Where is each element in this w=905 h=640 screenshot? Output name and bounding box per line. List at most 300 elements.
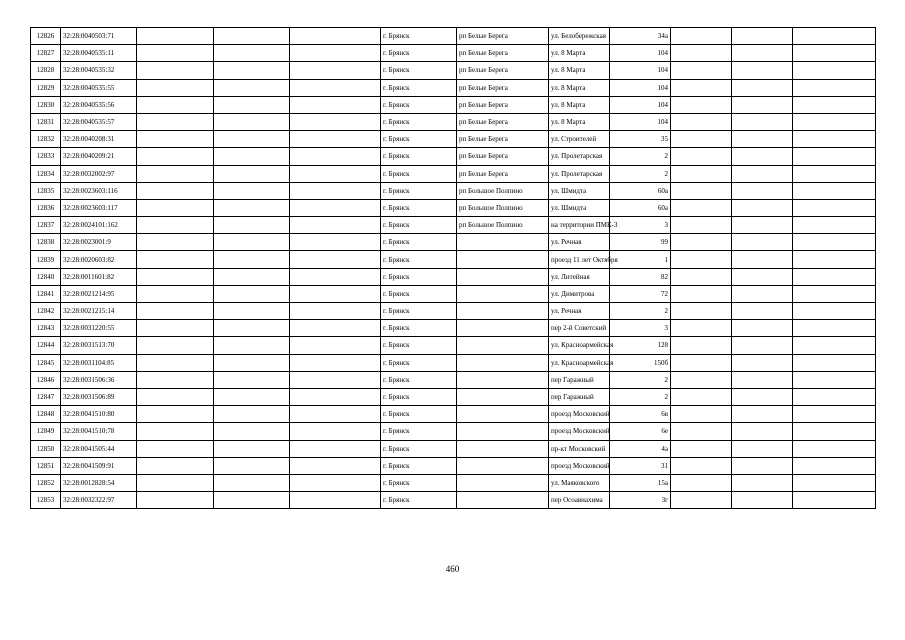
table-row — [31, 285, 876, 302]
settlement-cell — [457, 251, 549, 268]
empty-cell — [290, 45, 381, 62]
empty-cell — [732, 234, 793, 251]
empty-cell — [137, 251, 214, 268]
empty-cell — [137, 113, 214, 130]
empty-cell — [732, 96, 793, 113]
settlement-cell: рп Белые Берега — [457, 79, 549, 96]
settlement-cell — [457, 474, 549, 491]
row-number-cell: 12851 — [31, 457, 61, 474]
empty-cell — [290, 96, 381, 113]
settlement-cell: рп Большое Полпино — [457, 182, 549, 199]
street-cell: ул. 8 Марта — [549, 62, 610, 79]
empty-cell — [137, 303, 214, 320]
house-number-cell: 99 — [610, 234, 671, 251]
empty-cell — [290, 113, 381, 130]
empty-cell — [732, 79, 793, 96]
street-cell: пер Гаражный — [549, 371, 610, 388]
row-number-cell: 12829 — [31, 79, 61, 96]
house-number-cell: 104 — [610, 62, 671, 79]
row-number-cell: 12843 — [31, 320, 61, 337]
table-row — [31, 28, 876, 45]
empty-cell — [793, 423, 876, 440]
row-number-cell: 12853 — [31, 492, 61, 509]
cadastral-number-cell: 32:28:0040208:31 — [61, 131, 137, 148]
empty-cell — [793, 440, 876, 457]
empty-cell — [214, 354, 290, 371]
city-cell: г. Брянск — [381, 354, 457, 371]
empty-cell — [732, 62, 793, 79]
empty-cell — [214, 320, 290, 337]
empty-cell — [137, 337, 214, 354]
empty-cell — [214, 492, 290, 509]
cadastral-number-cell: 32:28:0021214:95 — [61, 285, 137, 302]
empty-cell — [732, 165, 793, 182]
empty-cell — [732, 131, 793, 148]
settlement-cell — [457, 406, 549, 423]
empty-cell — [214, 268, 290, 285]
empty-cell — [732, 492, 793, 509]
empty-cell — [793, 268, 876, 285]
settlement-cell — [457, 388, 549, 405]
settlement-cell — [457, 234, 549, 251]
city-cell: г. Брянск — [381, 285, 457, 302]
settlement-cell — [457, 457, 549, 474]
street-cell: ул. Шмидта — [549, 182, 610, 199]
empty-cell — [732, 423, 793, 440]
empty-cell — [214, 474, 290, 491]
house-number-cell: 34а — [610, 28, 671, 45]
cadastral-number-cell: 32:28:0040209:21 — [61, 148, 137, 165]
empty-cell — [671, 62, 732, 79]
empty-cell — [793, 371, 876, 388]
row-number-cell: 12831 — [31, 113, 61, 130]
city-cell: г. Брянск — [381, 234, 457, 251]
cadastral-number-cell: 32:28:0040535:32 — [61, 62, 137, 79]
empty-cell — [793, 234, 876, 251]
empty-cell — [290, 268, 381, 285]
empty-cell — [732, 217, 793, 234]
table-row — [31, 371, 876, 388]
table-row — [31, 492, 876, 509]
empty-cell — [793, 28, 876, 45]
empty-cell — [793, 457, 876, 474]
street-cell: на территории ПМК-3 — [549, 217, 610, 234]
empty-cell — [214, 96, 290, 113]
house-number-cell: 31 — [610, 457, 671, 474]
empty-cell — [214, 199, 290, 216]
empty-cell — [671, 45, 732, 62]
empty-cell — [137, 96, 214, 113]
city-cell: г. Брянск — [381, 457, 457, 474]
cadastral-number-cell: 32:28:0040503:71 — [61, 28, 137, 45]
row-number-cell: 12852 — [31, 474, 61, 491]
empty-cell — [137, 457, 214, 474]
street-cell: ул. 8 Марта — [549, 113, 610, 130]
city-cell: г. Брянск — [381, 113, 457, 130]
empty-cell — [793, 320, 876, 337]
empty-cell — [671, 251, 732, 268]
row-number-cell: 12834 — [31, 165, 61, 182]
empty-cell — [137, 234, 214, 251]
empty-cell — [671, 28, 732, 45]
row-number-cell: 12827 — [31, 45, 61, 62]
empty-cell — [290, 388, 381, 405]
empty-cell — [732, 199, 793, 216]
street-cell: проезд Московский — [549, 457, 610, 474]
house-number-cell: 3г — [610, 492, 671, 509]
empty-cell — [671, 303, 732, 320]
street-cell: проезд Московский — [549, 423, 610, 440]
empty-cell — [732, 406, 793, 423]
settlement-cell: рп Белые Берега — [457, 131, 549, 148]
empty-cell — [671, 371, 732, 388]
settlement-cell: рп Белые Берега — [457, 148, 549, 165]
row-number-cell: 12848 — [31, 406, 61, 423]
row-number-cell: 12826 — [31, 28, 61, 45]
table-row — [31, 251, 876, 268]
house-number-cell: 6е — [610, 423, 671, 440]
table-row — [31, 320, 876, 337]
empty-cell — [290, 251, 381, 268]
empty-cell — [671, 131, 732, 148]
empty-cell — [671, 217, 732, 234]
empty-cell — [137, 371, 214, 388]
row-number-cell: 12847 — [31, 388, 61, 405]
empty-cell — [290, 337, 381, 354]
empty-cell — [732, 457, 793, 474]
empty-cell — [214, 337, 290, 354]
street-cell: ул. Димитрова — [549, 285, 610, 302]
settlement-cell — [457, 423, 549, 440]
table-row — [31, 148, 876, 165]
house-number-cell: 82 — [610, 268, 671, 285]
table-row — [31, 62, 876, 79]
table-row — [31, 388, 876, 405]
street-cell: проезд 11 лет Октября — [549, 251, 610, 268]
city-cell: г. Брянск — [381, 371, 457, 388]
city-cell: г. Брянск — [381, 251, 457, 268]
empty-cell — [732, 388, 793, 405]
city-cell: г. Брянск — [381, 303, 457, 320]
empty-cell — [290, 234, 381, 251]
cadastral-number-cell: 32:28:0031220:55 — [61, 320, 137, 337]
empty-cell — [671, 388, 732, 405]
empty-cell — [671, 148, 732, 165]
empty-cell — [214, 182, 290, 199]
empty-cell — [137, 492, 214, 509]
row-number-cell: 12832 — [31, 131, 61, 148]
empty-cell — [290, 217, 381, 234]
cadastral-number-cell: 32:28:0041509:91 — [61, 457, 137, 474]
empty-cell — [793, 217, 876, 234]
settlement-cell — [457, 285, 549, 302]
house-number-cell: 1 — [610, 251, 671, 268]
cadastral-number-cell: 32:28:0041505:44 — [61, 440, 137, 457]
empty-cell — [732, 337, 793, 354]
empty-cell — [290, 79, 381, 96]
empty-cell — [793, 45, 876, 62]
empty-cell — [137, 148, 214, 165]
house-number-cell: 15а — [610, 474, 671, 491]
city-cell: г. Брянск — [381, 423, 457, 440]
empty-cell — [671, 406, 732, 423]
table-row — [31, 303, 876, 320]
empty-cell — [671, 285, 732, 302]
row-number-cell: 12830 — [31, 96, 61, 113]
cadastral-number-cell: 32:28:0021215:14 — [61, 303, 137, 320]
house-number-cell: 6в — [610, 406, 671, 423]
empty-cell — [793, 131, 876, 148]
empty-cell — [671, 337, 732, 354]
cadastral-number-cell: 32:28:0031513:70 — [61, 337, 137, 354]
table-row — [31, 337, 876, 354]
cadastral-number-cell: 32:28:0031506:36 — [61, 371, 137, 388]
settlement-cell — [457, 492, 549, 509]
house-number-cell: 104 — [610, 96, 671, 113]
city-cell: г. Брянск — [381, 79, 457, 96]
house-number-cell: 2 — [610, 371, 671, 388]
empty-cell — [793, 354, 876, 371]
empty-cell — [137, 388, 214, 405]
settlement-cell: рп Большое Полпино — [457, 199, 549, 216]
house-number-cell: 72 — [610, 285, 671, 302]
empty-cell — [671, 182, 732, 199]
house-number-cell: 104 — [610, 45, 671, 62]
city-cell: г. Брянск — [381, 96, 457, 113]
house-number-cell: 60а — [610, 199, 671, 216]
registry-table — [30, 27, 876, 509]
empty-cell — [137, 406, 214, 423]
empty-cell — [290, 131, 381, 148]
house-number-cell: 2 — [610, 303, 671, 320]
empty-cell — [137, 131, 214, 148]
city-cell: г. Брянск — [381, 182, 457, 199]
empty-cell — [290, 28, 381, 45]
settlement-cell: рп Большое Полпино — [457, 217, 549, 234]
empty-cell — [290, 354, 381, 371]
row-number-cell: 12840 — [31, 268, 61, 285]
empty-cell — [137, 354, 214, 371]
empty-cell — [671, 354, 732, 371]
empty-cell — [671, 457, 732, 474]
cadastral-number-cell: 32:28:0032002:97 — [61, 165, 137, 182]
cadastral-number-cell: 32:28:0023603:117 — [61, 199, 137, 216]
street-cell: ул. Маяковского — [549, 474, 610, 491]
cadastral-number-cell: 32:28:0023603:116 — [61, 182, 137, 199]
empty-cell — [732, 303, 793, 320]
row-number-cell: 12837 — [31, 217, 61, 234]
house-number-cell: 2 — [610, 165, 671, 182]
empty-cell — [290, 62, 381, 79]
empty-cell — [732, 285, 793, 302]
settlement-cell — [457, 320, 549, 337]
empty-cell — [137, 199, 214, 216]
empty-cell — [137, 217, 214, 234]
empty-cell — [214, 406, 290, 423]
row-number-cell: 12846 — [31, 371, 61, 388]
street-cell: ул. 8 Марта — [549, 96, 610, 113]
street-cell: ул. Речная — [549, 234, 610, 251]
street-cell: ул. Строителей — [549, 131, 610, 148]
table-row — [31, 423, 876, 440]
empty-cell — [290, 371, 381, 388]
row-number-cell: 12845 — [31, 354, 61, 371]
empty-cell — [793, 199, 876, 216]
cadastral-number-cell: 32:28:0032322:97 — [61, 492, 137, 509]
empty-cell — [793, 388, 876, 405]
table-row — [31, 131, 876, 148]
empty-cell — [214, 79, 290, 96]
street-cell: ул. Шмидта — [549, 199, 610, 216]
table-row — [31, 474, 876, 491]
city-cell: г. Брянск — [381, 165, 457, 182]
empty-cell — [671, 79, 732, 96]
empty-cell — [137, 182, 214, 199]
empty-cell — [290, 320, 381, 337]
table-row — [31, 182, 876, 199]
table-row — [31, 165, 876, 182]
empty-cell — [732, 371, 793, 388]
table-row — [31, 268, 876, 285]
street-cell: пер 2-й Советский — [549, 320, 610, 337]
cadastral-number-cell: 32:28:0024101:162 — [61, 217, 137, 234]
empty-cell — [214, 148, 290, 165]
empty-cell — [214, 251, 290, 268]
street-cell: ул. Пролетарская — [549, 165, 610, 182]
empty-cell — [137, 79, 214, 96]
empty-cell — [732, 440, 793, 457]
row-number-cell: 12838 — [31, 234, 61, 251]
city-cell: г. Брянск — [381, 268, 457, 285]
empty-cell — [732, 320, 793, 337]
street-cell: ул. Белобережская — [549, 28, 610, 45]
empty-cell — [732, 474, 793, 491]
empty-cell — [290, 303, 381, 320]
settlement-cell: рп Белые Берега — [457, 113, 549, 130]
table-row — [31, 440, 876, 457]
empty-cell — [137, 423, 214, 440]
street-cell: ул. Красноармейская — [549, 337, 610, 354]
table-row — [31, 45, 876, 62]
empty-cell — [793, 303, 876, 320]
cadastral-number-cell: 32:28:0040535:55 — [61, 79, 137, 96]
table-row — [31, 234, 876, 251]
empty-cell — [214, 440, 290, 457]
row-number-cell: 12849 — [31, 423, 61, 440]
empty-cell — [137, 285, 214, 302]
empty-cell — [290, 423, 381, 440]
empty-cell — [214, 285, 290, 302]
house-number-cell: 3 — [610, 320, 671, 337]
empty-cell — [732, 251, 793, 268]
cadastral-number-cell: 32:28:0031506:89 — [61, 388, 137, 405]
house-number-cell: 128 — [610, 337, 671, 354]
row-number-cell: 12833 — [31, 148, 61, 165]
row-number-cell: 12842 — [31, 303, 61, 320]
empty-cell — [732, 268, 793, 285]
empty-cell — [290, 182, 381, 199]
empty-cell — [290, 165, 381, 182]
empty-cell — [732, 45, 793, 62]
street-cell: ул. Литейная — [549, 268, 610, 285]
empty-cell — [214, 388, 290, 405]
empty-cell — [214, 303, 290, 320]
row-number-cell: 12844 — [31, 337, 61, 354]
house-number-cell: 60а — [610, 182, 671, 199]
empty-cell — [671, 474, 732, 491]
house-number-cell: 150б — [610, 354, 671, 371]
row-number-cell: 12839 — [31, 251, 61, 268]
table-row — [31, 96, 876, 113]
street-cell: ул. Пролетарская — [549, 148, 610, 165]
cadastral-number-cell: 32:28:0040535:57 — [61, 113, 137, 130]
cadastral-number-cell: 32:28:0041510:80 — [61, 406, 137, 423]
city-cell: г. Брянск — [381, 148, 457, 165]
settlement-cell: рп Белые Берега — [457, 45, 549, 62]
empty-cell — [214, 423, 290, 440]
settlement-cell — [457, 440, 549, 457]
cadastral-number-cell: 32:28:0031104:85 — [61, 354, 137, 371]
empty-cell — [793, 285, 876, 302]
city-cell: г. Брянск — [381, 388, 457, 405]
empty-cell — [732, 28, 793, 45]
empty-cell — [214, 131, 290, 148]
house-number-cell: 104 — [610, 79, 671, 96]
row-number-cell: 12828 — [31, 62, 61, 79]
city-cell: г. Брянск — [381, 217, 457, 234]
city-cell: г. Брянск — [381, 474, 457, 491]
empty-cell — [214, 371, 290, 388]
empty-cell — [214, 165, 290, 182]
city-cell: г. Брянск — [381, 62, 457, 79]
table-row — [31, 406, 876, 423]
page-number: 460 — [445, 564, 460, 574]
house-number-cell: 4а — [610, 440, 671, 457]
empty-cell — [671, 96, 732, 113]
empty-cell — [290, 492, 381, 509]
empty-cell — [137, 28, 214, 45]
empty-cell — [671, 320, 732, 337]
house-number-cell: 2 — [610, 148, 671, 165]
empty-cell — [290, 199, 381, 216]
empty-cell — [137, 165, 214, 182]
table-row — [31, 354, 876, 371]
empty-cell — [214, 28, 290, 45]
empty-cell — [137, 320, 214, 337]
empty-cell — [793, 406, 876, 423]
empty-cell — [793, 165, 876, 182]
empty-cell — [671, 113, 732, 130]
empty-cell — [671, 234, 732, 251]
empty-cell — [793, 251, 876, 268]
empty-cell — [137, 474, 214, 491]
empty-cell — [732, 113, 793, 130]
row-number-cell: 12836 — [31, 199, 61, 216]
empty-cell — [793, 148, 876, 165]
street-cell: пер Осоавиахима — [549, 492, 610, 509]
empty-cell — [214, 234, 290, 251]
city-cell: г. Брянск — [381, 45, 457, 62]
row-number-cell: 12841 — [31, 285, 61, 302]
empty-cell — [671, 423, 732, 440]
street-cell: проезд Московский — [549, 406, 610, 423]
empty-cell — [137, 62, 214, 79]
settlement-cell: рп Белые Берега — [457, 96, 549, 113]
empty-cell — [290, 440, 381, 457]
city-cell: г. Брянск — [381, 492, 457, 509]
empty-cell — [793, 474, 876, 491]
street-cell: пр-кт Московский — [549, 440, 610, 457]
